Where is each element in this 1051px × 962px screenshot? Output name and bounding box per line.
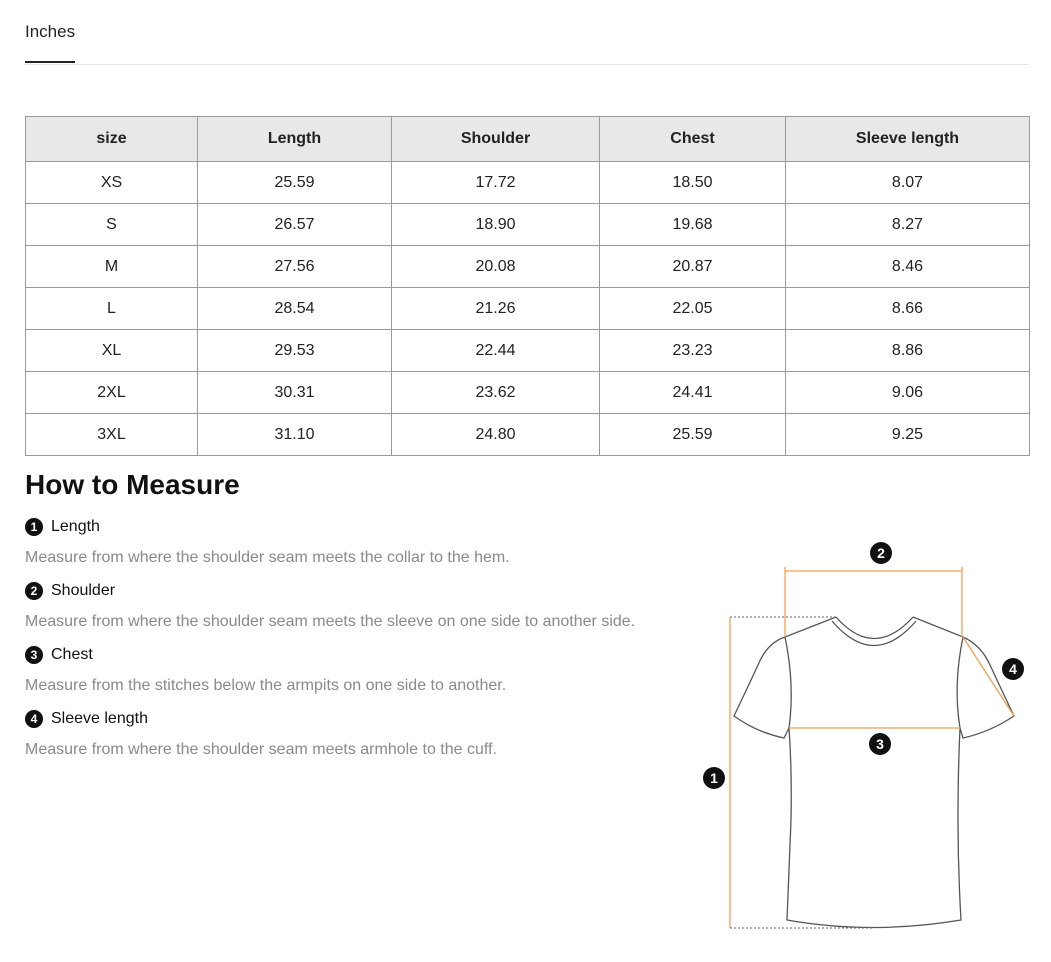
svg-text:2: 2: [877, 545, 885, 561]
table-cell: 2XL: [26, 372, 198, 414]
measure-item-sleeve-length: [25, 708, 497, 760]
table-row: [26, 372, 1030, 414]
table-cell: 23.23: [600, 330, 786, 372]
measure-label: Shoulder: [51, 582, 116, 599]
table-cell: 24.41: [600, 372, 786, 414]
table-cell: 17.72: [392, 162, 600, 204]
table-cell: 8.46: [786, 246, 1030, 288]
table-cell: 28.54: [198, 288, 392, 330]
table-cell: 22.44: [392, 330, 600, 372]
table-cell: 27.56: [198, 246, 392, 288]
measure-label: Sleeve length: [51, 710, 148, 727]
marker-4-icon: [1002, 658, 1024, 680]
table-cell: 29.53: [198, 330, 392, 372]
column-header: Chest: [600, 117, 786, 162]
length-guide-lines: [730, 617, 872, 928]
svg-text:4: 4: [1009, 661, 1017, 677]
table-cell: 24.80: [392, 414, 600, 456]
table-cell: 23.62: [392, 372, 600, 414]
how-to-measure-title: How to Measure: [25, 469, 240, 500]
table-cell: 25.59: [600, 414, 786, 456]
marker-2-icon: [870, 542, 892, 564]
table-cell: 30.31: [198, 372, 392, 414]
t-shirt-outline: [734, 617, 1014, 928]
table-cell: 3XL: [26, 414, 198, 456]
table-cell: 8.86: [786, 330, 1030, 372]
table-row: [26, 414, 1030, 456]
table-cell: 8.07: [786, 162, 1030, 204]
column-header: size: [26, 117, 198, 162]
column-header: Length: [198, 117, 392, 162]
measure-label: Chest: [51, 646, 93, 663]
table-row: [26, 162, 1030, 204]
table-row: [26, 330, 1030, 372]
table-header-row: [26, 117, 1030, 162]
table-cell: 31.10: [198, 414, 392, 456]
table-cell: XS: [26, 162, 198, 204]
table-row: [26, 288, 1030, 330]
number-1-badge-icon: 1: [25, 518, 43, 536]
marker-3-icon: [869, 733, 891, 755]
unit-tabbar: [25, 0, 1029, 65]
svg-text:3: 3: [876, 736, 884, 752]
number-3-badge-icon: 3: [25, 646, 43, 664]
table-row: [26, 246, 1030, 288]
table-cell: 18.50: [600, 162, 786, 204]
table-cell: 9.06: [786, 372, 1030, 414]
tab-inches[interactable]: Inches: [25, 20, 75, 63]
table-cell: 25.59: [198, 162, 392, 204]
t-shirt-measurement-diagram-icon: [690, 530, 1040, 940]
table-cell: 20.08: [392, 246, 600, 288]
number-2-badge-icon: 2: [25, 582, 43, 600]
table-cell: 18.90: [392, 204, 600, 246]
table-cell: 22.05: [600, 288, 786, 330]
measure-item-length: [25, 516, 510, 568]
table-cell: S: [26, 204, 198, 246]
table-cell: 19.68: [600, 204, 786, 246]
column-header: Sleeve length: [786, 117, 1030, 162]
measure-item-shoulder: [25, 580, 635, 632]
table-cell: 8.66: [786, 288, 1030, 330]
column-header: Shoulder: [392, 117, 600, 162]
measure-description: Measure from where the shoulder seam meets armhole to the cuff.: [25, 741, 497, 758]
table-cell: 21.26: [392, 288, 600, 330]
measure-description: Measure from the stitches below the armpits on one side to another.: [25, 677, 507, 694]
table-cell: 26.57: [198, 204, 392, 246]
table-cell: 9.25: [786, 414, 1030, 456]
number-4-badge-icon: 4: [25, 710, 43, 728]
table-row: [26, 204, 1030, 246]
measure-label: Length: [51, 518, 100, 535]
table-cell: 20.87: [600, 246, 786, 288]
table-cell: 8.27: [786, 204, 1030, 246]
table-cell: XL: [26, 330, 198, 372]
table-cell: M: [26, 246, 198, 288]
svg-text:1: 1: [710, 770, 718, 786]
measure-description: Measure from where the shoulder seam meets the collar to the hem.: [25, 549, 510, 566]
table-cell: L: [26, 288, 198, 330]
size-chart-table: [25, 116, 1030, 456]
measure-item-chest: [25, 644, 506, 696]
marker-1-icon: [703, 767, 725, 789]
measure-description: Measure from where the shoulder seam meets the sleeve on one side to another side.: [25, 613, 636, 630]
